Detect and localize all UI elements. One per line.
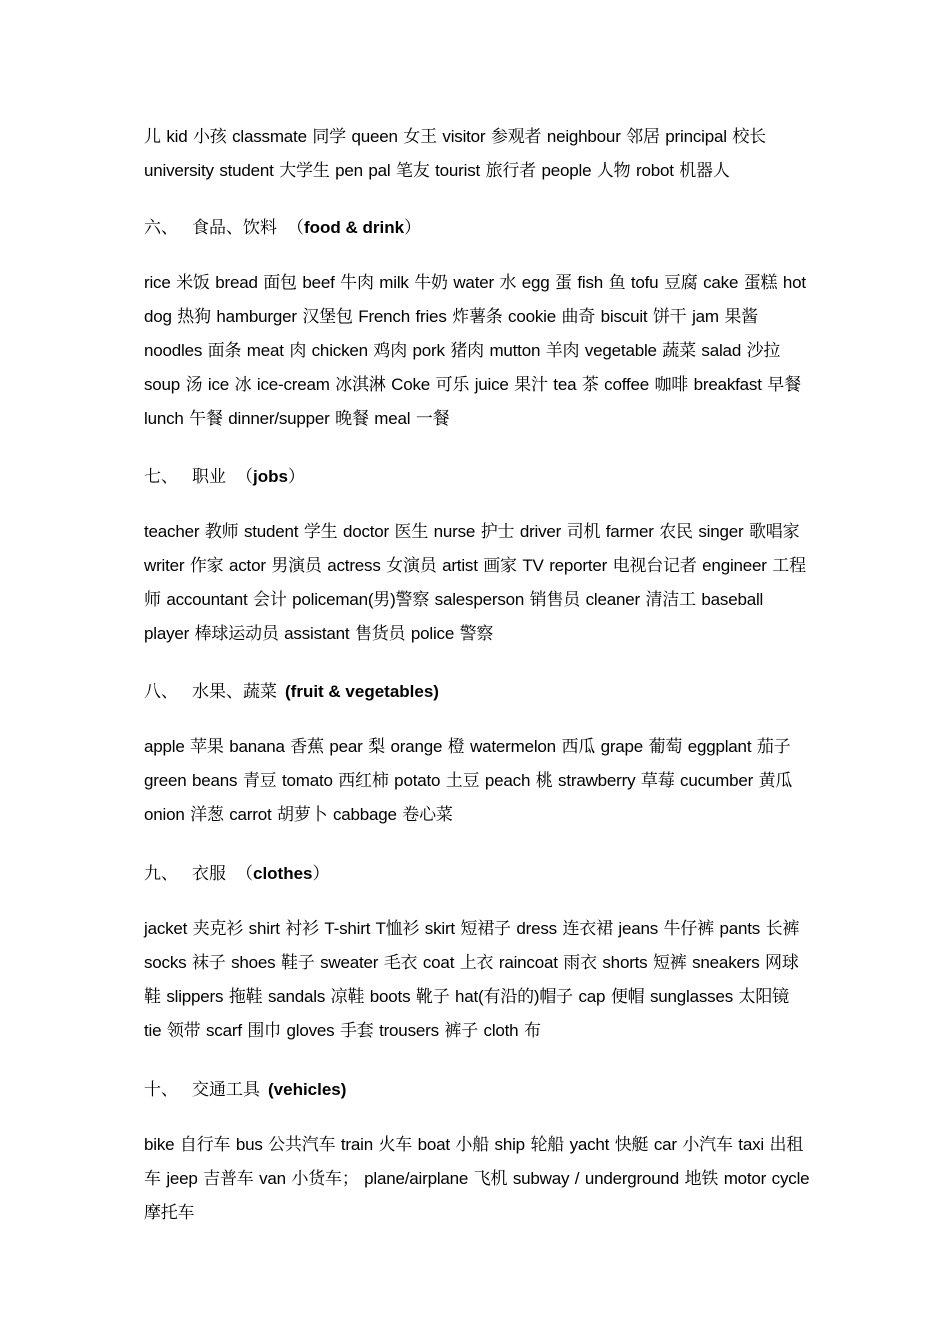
food-vocab-list: rice 米饭 bread 面包 beef 牛肉 milk 牛奶 water 水 egg 蛋 fish 鱼 tofu 豆腐 cake 蛋糕 hot dog 热狗 hamburger 汉堡包 French fries 炸薯条 cookie 曲奇 biscuit 饼干 jam 果酱 noodles 面条 meat 肉 chicken 鸡肉 pork 猪肉 mutton 羊肉 vegetable 蔬菜 salad 沙拉 soup 汤 ice 冰 ice-cream 冰淇淋 Coke 可乐 juice 果汁 tea 茶 coffee 咖啡 breakfast 早餐 lunch 午餐 dinner/supper 晚餐 meal 一餐 [144,273,806,428]
paren-close: ） [312,864,330,884]
fruit-vocab-list: apple 苹果 banana 香蕉 pear 梨 orange 橙 watermelon 西瓜 grape 葡萄 eggplant 茄子 green beans 青豆 tomato 西红柿 potato 土豆 peach 桃 strawberry 草莓 cucumber 黄瓜 onion 洋葱 carrot 胡萝卜 cabbage 卷心菜 [144,737,793,824]
section-title-zh: 职业 [192,467,226,487]
section-title-zh: 水果、蔬菜 [192,682,277,702]
section-number: 七、 [144,467,178,487]
paren-close: ） [287,467,305,487]
section-title-zh: 衣服 [192,864,226,884]
paren-open: （ [236,864,253,884]
clothes-vocab-list: jacket 夹克衫 shirt 衬衫 T-shirt T恤衫 skirt 短裙子 dress 连衣裙 jeans 牛仔裤 pants 长裤 socks 袜子 shoes 鞋子 sweater 毛衣 coat 上衣 raincoat 雨衣 shorts 短裤 sneakers 网球鞋 slippers 拖鞋 sandals 凉鞋 boots 靴子 hat(有沿的)帽子 cap 便帽 sunglasses 太阳镜 tie 领带 scarf 围巾 gloves 手套 trousers 裤子 cloth 布 [144,919,800,1040]
section-heading-fruit [144,677,810,707]
section-heading-clothes [144,859,810,889]
people-vocab-continued: 儿 kid 小孩 classmate 同学 queen 女王 visitor 参观者 neighbour 邻居 principal 校长 university student 大学生 pen pal 笔友 tourist 旅行者 people 人物 robot 机器人 [144,127,766,180]
section-number: 九、 [144,864,178,884]
section-title-en: jobs [253,467,288,486]
section-number: 八、 [144,682,178,702]
section-heading-food [144,213,810,243]
jobs-vocab-list: teacher 教师 student 学生 doctor 医生 nurse 护士 driver 司机 farmer 农民 singer 歌唱家 writer 作家 actor 男演员 actress 女演员 artist 画家 TV reporter 电视台记者 engineer 工程师 accountant 会计 policeman(男)警察 salesperson 销售员 cleaner 清洁工 baseball player 棒球运动员 assistant 售货员 police 警察 [144,522,806,643]
section-title-en: clothes [253,864,313,883]
section-number: 六、 [144,218,178,238]
section-number: 十、 [144,1080,178,1100]
section-title-en: (fruit & vegetables) [285,682,439,701]
vehicles-vocab-list: bike 自行车 bus 公共汽车 train 火车 boat 小船 ship 轮船 yacht 快艇 car 小汽车 taxi 出租车 jeep 吉普车 van 小货车； plane/airplane 飞机 subway / underground 地铁 motor cycle 摩托车 [144,1135,810,1222]
paren-open: （ [287,218,304,238]
section-heading-vehicles [144,1075,810,1105]
paren-close: ） [404,218,422,238]
section-heading-jobs [144,462,810,492]
section-title-zh: 交通工具 [192,1080,260,1100]
section-title-en: food & drink [304,218,405,237]
section-title-en: (vehicles) [268,1080,347,1099]
section-title-zh: 食品、饮料 [192,218,277,238]
paren-open: （ [236,467,253,487]
